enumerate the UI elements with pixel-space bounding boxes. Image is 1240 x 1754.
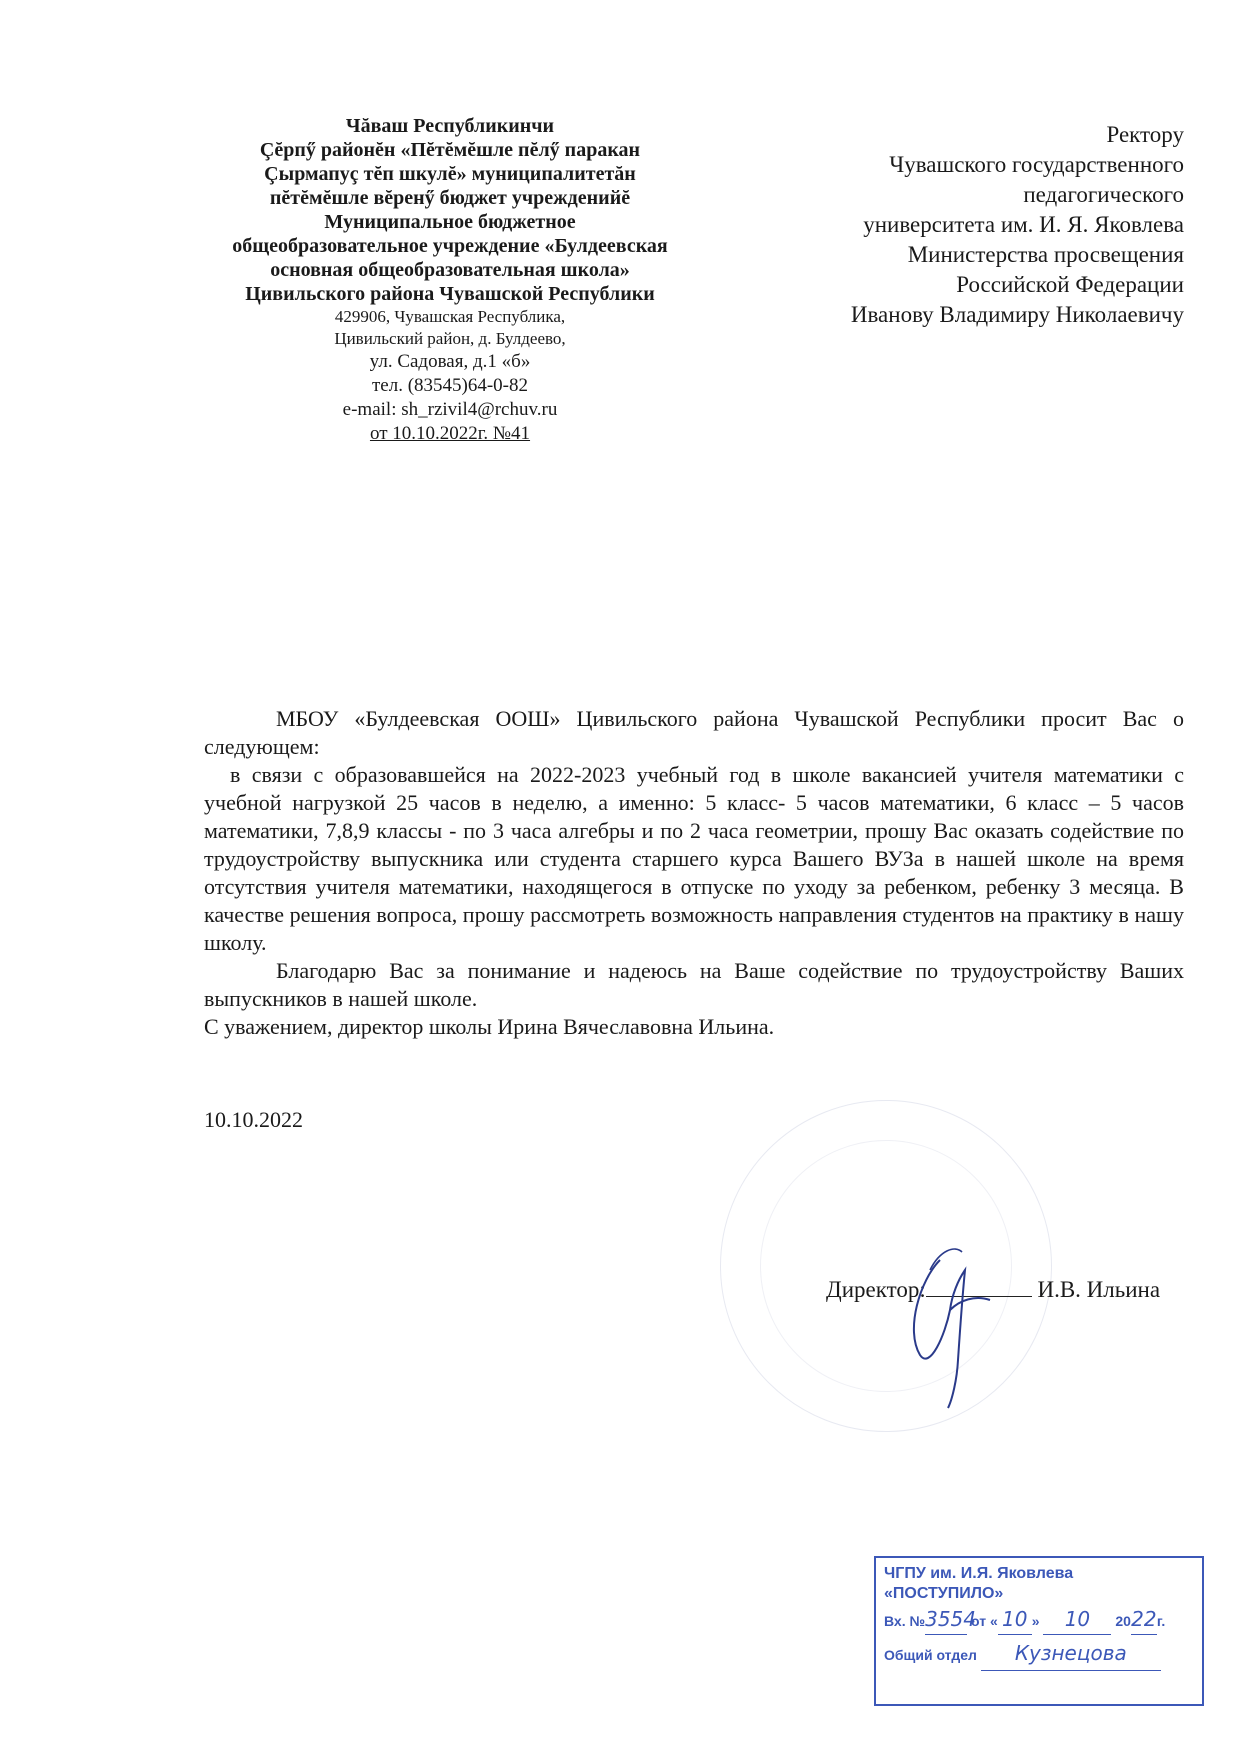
stamp-year: 22 xyxy=(1131,1604,1157,1635)
signatory-name: И.В. Ильина xyxy=(1037,1277,1161,1302)
registration-stamp xyxy=(874,1556,1204,1706)
letter-date: 10.10.2022 xyxy=(204,1107,303,1132)
sender-line: основная общеобразовательная школа» xyxy=(270,259,630,281)
addressee-block xyxy=(664,120,1184,330)
stamp-year-prefix: 20 xyxy=(1115,1613,1131,1629)
signatory-title: Директор: xyxy=(826,1277,926,1302)
sender-address-line: Цивильский район, д. Булдеево, xyxy=(334,329,566,348)
stamp-dept-signature: Кузнецова xyxy=(981,1636,1161,1671)
outgoing-reference: от 10.10.2022г. №41 xyxy=(369,423,531,444)
stamp-number-row xyxy=(884,1604,1194,1636)
sender-header xyxy=(170,114,730,446)
sender-line: Цивильского района Чувашской Республики xyxy=(245,283,655,305)
stamp-org: ЧГПУ им. И.Я. Яковлева xyxy=(884,1565,1074,1582)
addressee-line: Чувашского государственного xyxy=(889,152,1184,177)
stamp-day: 10 xyxy=(998,1604,1032,1635)
stamp-number-label: Вх. № xyxy=(884,1613,926,1629)
addressee-line: Иванову Владимиру Николаевичу xyxy=(850,302,1184,327)
sender-line: Çырмапуç тĕп шкулĕ» муниципалитетăн xyxy=(264,163,636,185)
addressee-line: университета им. И. Я. Яковлева xyxy=(863,212,1184,237)
stamp-dept-row xyxy=(884,1636,1194,1672)
body-paragraph: в связи с образовавшейся на 2022-2023 учебный год в школе вакансией учителя математики с учебной нагрузкой 25 часов в неделю, а именно: 5 класс- 5 часов математики, 6 класс – 5 часов математики, 7,8,9 классы - по 3 часа алгебры и по 2 часа геометрии, прошу Вас оказать содействие по трудоустройству выпускника или студента старшего курса Вашего ВУЗа в нашей школе на время отсутствия учителя математики, находящегося в отпуске по уходу за ребенком, ребенку 3 месяца. В качестве решения вопроса, прошу рассмотреть возможность направления студентов на практику в нашу школу. xyxy=(204,762,1184,955)
stamp-day-close: » xyxy=(1031,1613,1040,1629)
sender-line: пĕтĕмĕшле вĕренӳ бюджет учрежденийĕ xyxy=(269,187,631,209)
stamp-year-end: г. xyxy=(1156,1613,1166,1629)
stamp-status: «ПОСТУПИЛО» xyxy=(884,1585,1004,1602)
addressee-line: Министерства просвещения xyxy=(907,242,1184,267)
sender-address-line: 429906, Чувашская Республика, xyxy=(334,307,566,326)
sender-line: Çĕрпӳ районĕн «Пĕтĕмĕшле пĕлӳ паракан xyxy=(259,139,641,161)
handwritten-signature xyxy=(900,1240,1010,1410)
sender-line: общеобразовательное учреждение «Булдеевская xyxy=(232,235,668,257)
stamp-number: 3554 xyxy=(925,1604,967,1635)
body-paragraph: МБОУ «Булдеевская ООШ» Цивильского района Чувашской Республики просит Вас о следующем: xyxy=(204,706,1184,759)
addressee-line: Ректору xyxy=(1106,122,1184,147)
letter-body xyxy=(204,705,1184,1041)
sender-phone: тел. (83545)64-0-82 xyxy=(371,375,529,396)
addressee-line: педагогического xyxy=(1023,182,1184,207)
closing-line: С уважением, директор школы Ирина Вячеславовна Ильина. xyxy=(204,1014,775,1039)
sender-email: e-mail: sh_rzivil4@rchuv.ru xyxy=(342,399,558,420)
sender-line: Чăваш Республикинчи xyxy=(345,115,555,137)
stamp-dept-label: Общий отдел xyxy=(884,1647,977,1663)
sender-line: Муниципальное бюджетное xyxy=(324,211,576,233)
sender-address-line: ул. Садовая, д.1 «б» xyxy=(369,351,531,372)
body-paragraph: Благодарю Вас за понимание и надеюсь на Ваше содействие по трудоустройству Ваших выпускников в нашей школе. xyxy=(204,958,1184,1011)
addressee-line: Российской Федерации xyxy=(956,272,1184,297)
stamp-month: 10 xyxy=(1043,1604,1111,1635)
stamp-from-label: от « xyxy=(971,1613,998,1629)
